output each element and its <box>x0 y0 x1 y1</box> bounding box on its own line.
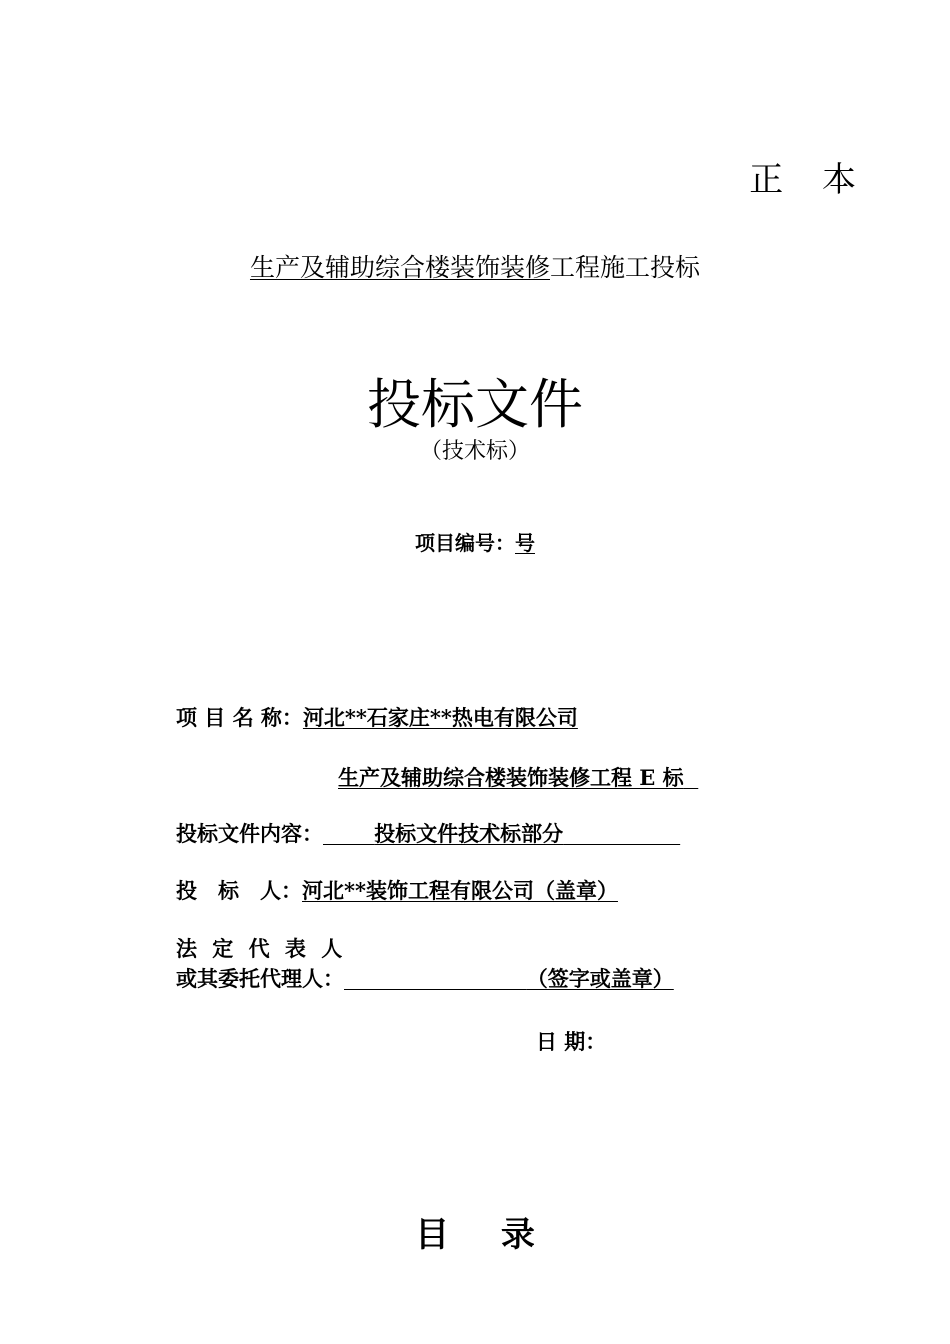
document-content-label: 投标文件内容： <box>176 821 323 846</box>
project-number <box>0 527 950 556</box>
project-name-line2 <box>338 762 698 792</box>
document-content-field <box>176 818 680 848</box>
toc-title: 目 录 <box>415 1215 555 1255</box>
copy-label: 正 本 <box>749 160 870 200</box>
project-title-rest: 工程施工投标 <box>550 253 701 282</box>
representative-label-line1: 法 定 代 表 人 <box>176 936 347 961</box>
project-name-value-line2: 生产及辅助综合楼装饰装修工程 E 标 <box>338 765 684 790</box>
project-number-value: 号 <box>515 531 535 555</box>
project-name-field <box>176 702 578 732</box>
bidder-label: 投 标 人： <box>176 878 302 903</box>
representative-field <box>176 963 674 993</box>
representative-value: （签字或盖章） <box>526 966 674 991</box>
date-label: 日 期： <box>536 1029 607 1054</box>
bidder-value: 河北**装饰工程有限公司（盖章） <box>302 878 618 903</box>
document-content-value: 投标文件技术标部分 <box>374 821 564 846</box>
document-title: 投标文件 <box>367 373 583 436</box>
project-number-label: 项目编号： <box>415 531 515 555</box>
representative-label-line2: 或其委托代理人： <box>176 966 344 991</box>
bidder-field <box>176 875 618 905</box>
project-title <box>0 248 950 284</box>
project-name-label: 项 目 名 称： <box>176 705 303 730</box>
document-subtitle: （技术标） <box>419 439 530 464</box>
project-title-underlined: 生产及辅助综合楼装饰装修 <box>249 253 550 282</box>
project-name-value-line1: 河北**石家庄**热电有限公司 <box>302 705 578 730</box>
date-field <box>536 1026 606 1056</box>
